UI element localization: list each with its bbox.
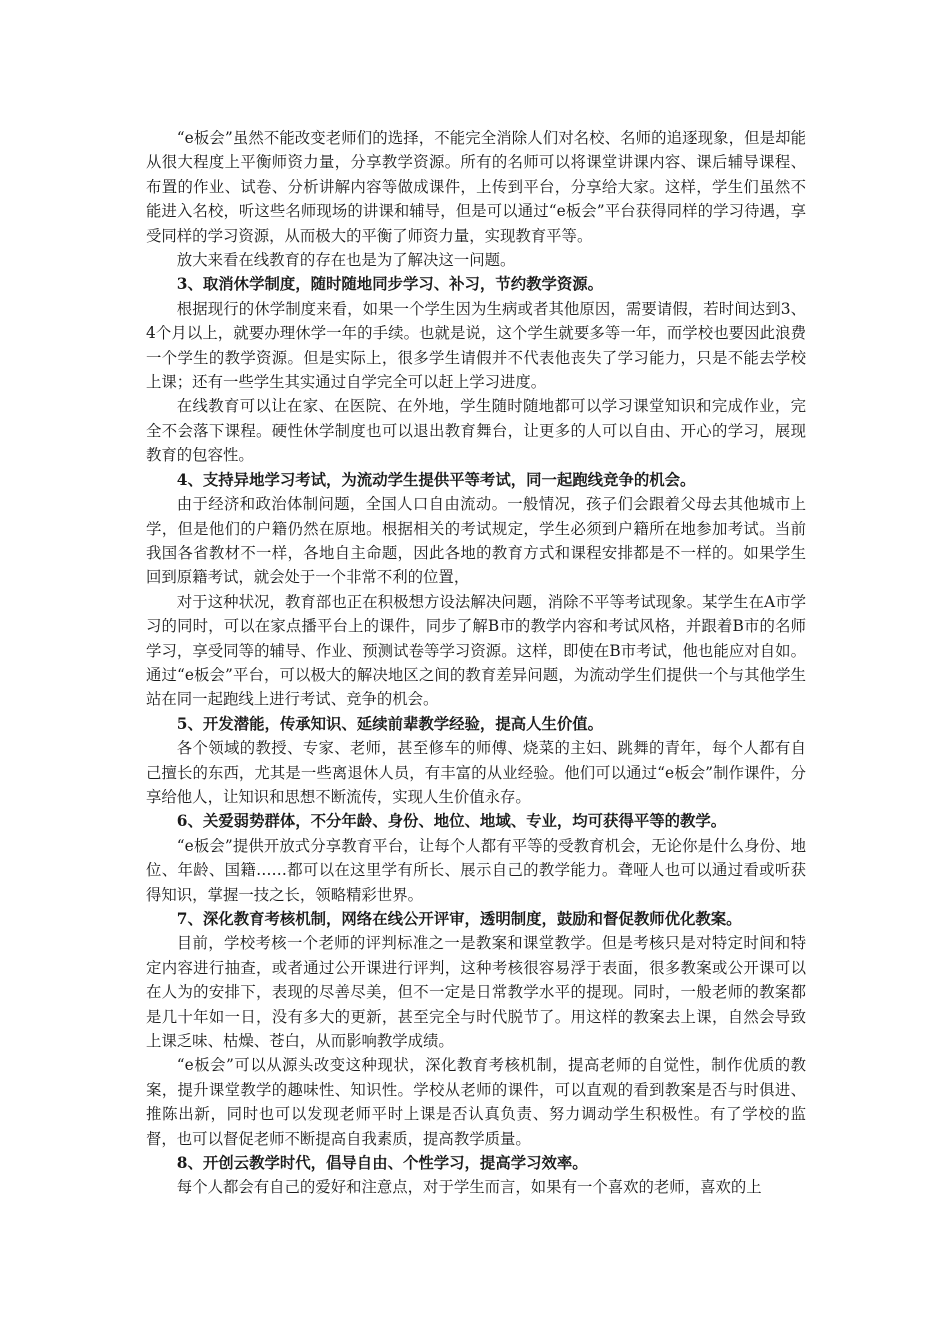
section-heading: 5、开发潜能，传承知识、延续前辈教学经验，提高人生价值。 <box>176 714 604 733</box>
section-heading: 8、开创云教学时代，倡导自由、个性学习，提高学习效率。 <box>176 1154 588 1173</box>
body-paragraph: “e板会”提供开放式分享教育平台，让每个人都有平等的受教育机会，无论你是什么身份、地位、年龄、国籍……都可以在这里学有所长、展示自己的教学能力。聋哑人也可以通过看或听获得知识，掌握一技之长，领略精彩世界。 <box>146 836 806 904</box>
body-paragraph: 每个人都会有自己的爱好和注意点，对于学生而言，如果有一个喜欢的老师，喜欢的上 <box>176 1178 762 1197</box>
body-paragraph: 目前，学校考核一个老师的评判标准之一是教案和课堂教学。但是考核只是对特定时间和特定内容进行抽查，或者通过公开课进行评判，这种考核很容易浮于表面，很多教案或公开课可以在人为的安排下，表现的尽善尽美，但不一定是日常教学水平的提现。同时，一般老师的教案都是几十年如一日，没有多大的更新，甚至完全与时代脱节了。用这样的教案去上课，自然会导致上课乏味、枯燥、苍白，从而影响教学成绩。 <box>146 934 806 1051</box>
section-heading: 3、取消休学制度，随时随地同步学习、补习，节约教学资源。 <box>176 275 604 294</box>
body-paragraph: 对于这种状况，教育部也正在积极想方设法解决问题，消除不平等考试现象。某学生在A市学习的同时，可以在家点播平台上的课件，同步了解B市的教学内容和考试风格，并跟着B市的名师学习，享受同等的辅导、作业、预测试卷等学习资源。这样，即使在B市考试，他也能应对自如。通过“e板会”平台，可以极大的解决地区之间的教育差异问题，为流动学生们提供一个与其他学生站在同一起跑线上进行考试、竞争的机会。 <box>146 592 806 709</box>
section-heading: 6、关爱弱势群体，不分年龄、身份、地位、地域、专业，均可获得平等的教学。 <box>176 812 727 831</box>
section-heading: 4、支持异地学习考试，为流动学生提供平等考试，同一起跑线竞争的机会。 <box>176 470 696 489</box>
body-paragraph: 在线教育可以让在家、在医院、在外地，学生随时随地都可以学习课堂知识和完成作业，完全不会落下课程。硬性休学制度也可以退出教育舞台，让更多的人可以自由、开心的学习，展现教育的包容性。 <box>146 397 806 465</box>
section-heading: 7、深化教育考核机制，网络在线公开评审，透明制度，鼓励和督促教师优化教案。 <box>176 910 742 928</box>
body-paragraph: 各个领域的教授、专家、老师，甚至修车的师傅、烧菜的主妇、跳舞的青年，每个人都有自己擅长的东西，尤其是一些离退休人员，有丰富的从业经验。他们可以通过“e板会”制作课件，分享给他人，让知识和思想不断流传，实现人生价值永存。 <box>146 739 806 806</box>
body-paragraph: 根据现行的休学制度来看，如果一个学生因为生病或者其他原因，需要请假，若时间达到3、4个月以上，就要办理休学一年的手续。也就是说，这个学生就要多等一年，而学校也要因此浪费一个学生的教学资源。但是实际上，很多学生请假并不代表他丧失了学习能力，只是不能去学校上课；还有一些学生其实通过自学完全可以赶上学习进度。 <box>146 299 806 392</box>
body-paragraph: 放大来看在线教育的存在也是为了解决这一问题。 <box>176 251 516 270</box>
body-paragraph: “e板会”可以从源头改变这种现状，深化教育考核机制，提高老师的自觉性，制作优质的教案，提升课堂教学的趣味性、知识性。学校从老师的课件，可以直观的看到教案是否与时俱进、推陈出新，同时也可以发现老师平时上课是否认真负责、努力调动学生积极性。有了学校的监督，也可以督促老师不断提高自我素质，提高教学质量。 <box>146 1056 806 1148</box>
body-paragraph: “e板会”虽然不能改变老师们的选择，不能完全消除人们对名校、名师的追逐现象，但是却能从很大程度上平衡师资力量，分享教学资源。所有的名师可以将课堂讲课内容、课后辅导课程、布置的作业、试卷、分析讲解内容等做成课件，上传到平台，分享给大家。这样，学生们虽然不能进入名校，听这些名师现场的讲课和辅导，但是可以通过“e板会”平台获得同样的学习待遇，享受同样的学习资源，从而极大的平衡了师资力量，实现教育平等。 <box>146 129 806 245</box>
document-body <box>146 126 806 1200</box>
body-paragraph: 由于经济和政治体制问题，全国人口自由流动。一般情况，孩子们会跟着父母去其他城市上学，但是他们的户籍仍然在原地。根据相关的考试规定，学生必须到户籍所在地参加考试。当前我国各省教材不一样，各地自主命题，因此各地的教育方式和课程安排都是不一样的。如果学生回到原籍考试，就会处于一个非常不利的位置， <box>146 495 806 587</box>
